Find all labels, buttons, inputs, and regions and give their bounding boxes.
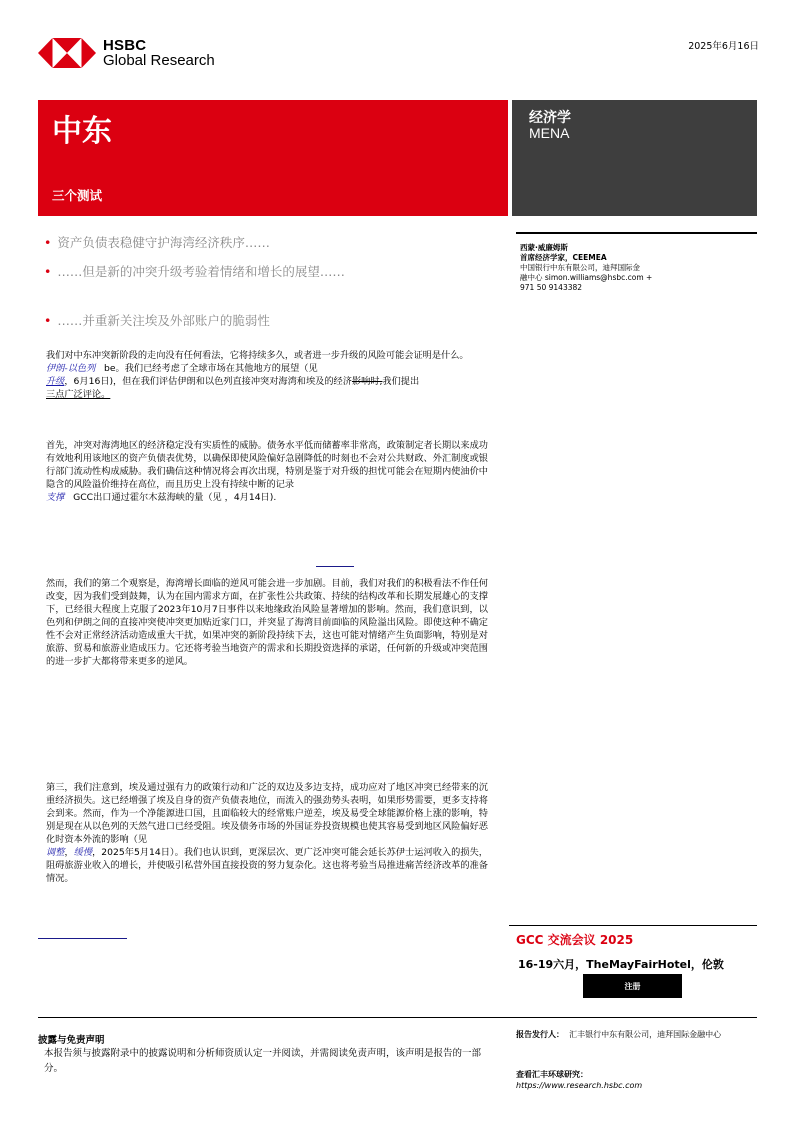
analyst-name: 西蒙·威廉姆斯 (520, 243, 568, 252)
link-iran-israel[interactable]: 伊朗-以色列 (46, 363, 96, 374)
issuer-label: 报告发行人： (516, 1030, 564, 1039)
analyst-card (520, 243, 652, 293)
analyst-org: 中国银行中东有限公司，迪拜国际金 (520, 263, 640, 272)
divider (516, 232, 757, 234)
category-label: 经济学 (529, 110, 571, 126)
divider (38, 1017, 757, 1018)
region-label: MENA (529, 125, 570, 141)
research-label: 查看汇丰环球研究： (516, 1070, 588, 1079)
brand-subtitle: Global Research (103, 52, 215, 69)
event-details: 16-19六月，TheMayFairHotel，伦敦 (518, 958, 724, 971)
summary-bullet: • ……并重新关注埃及外部账户的脆弱性 (44, 313, 270, 328)
event-title: GCC 交流会议 2025 (516, 933, 634, 947)
link-support[interactable]: 支撑 (46, 492, 65, 503)
divider (38, 938, 127, 939)
paragraph-third: 第三，我们注意到，埃及通过强有力的政策行动和广泛的双边及多边支持，成功应对了地区冲突已经带来的沉重经济损失。这已经增强了埃及自身的资产负债表地位，而流入的强劲势头表明，如果形势需要，更多支持将会到来。然而，作为一个净能源进口国，且面临较大的经常账户逆差，埃及易受全球能源价格上涨的影响，特别是现在从以色列的天然气进口已经受阻。埃及债务市场的外国证券投资规模也使其容易受到地区风险偏好恶化时资本外流的影响（见 调整，缓慢，2025年5月14日）。我们也认识到，更深层次、更广泛冲突可能会延长苏伊士运河收入的损失，阻碍旅游业收入的增长，并使吸引私营外国直接投资的努力复杂化。这也将考验当局推进痛苦经济改革的准备情况。 (46, 782, 488, 884)
paragraph-first: 首先，冲突对海湾地区的经济稳定没有实质性的威胁。债务水平低而储蓄率非常高，政策制定者长期以来成功有效地利用该地区的资产负债表优势，以确保即使风险偏好急剧降低的时刻也不会对公共财政、外汇制度或银行部门流动性构成威胁。我们确信这种情况将会再次出现，特别是鉴于对升级的担忧可能会在短期内使油价中隐含的风险溢价维持在高位，而且历史上没有持续中断的记录 支撑 GCC出口通过霍尔木兹海峡的量（见 ，4月14日). (46, 440, 488, 503)
hsbc-logo-icon (38, 38, 96, 68)
disclosure-title: 披露与免责声明 (38, 1035, 105, 1046)
link-escalation[interactable]: 升级 (46, 376, 65, 387)
disclosure-body: 本报告须与披露附录中的披露说明和分析师资质认定一并阅读，并需阅读免责声明，该声明是报告的一部分。 (44, 1048, 482, 1074)
link-adjustment[interactable]: 调整 (46, 847, 65, 858)
link-slow[interactable]: 缓慢 (73, 847, 93, 858)
page-subtitle: 三个测试 (52, 188, 103, 203)
register-button[interactable]: 注册 (583, 974, 682, 998)
summary-bullet: • ……但是新的冲突升级考验着情绪和增长的展望…… (44, 264, 345, 279)
paragraph-intro: 我们对中东冲突新阶段的走向没有任何看法，它将持续多久，或者进一步升级的风险可能会证明是什么。 伊朗-以色列 be。我们已经考虑了全球市场在其他地方的展望（见 升级，6月16日)，但在我们评估伊朗和以色列直接冲突对海湾和埃及的经济影响时,我们提出 三点广泛评论。 (46, 350, 469, 400)
issuer-info (516, 1029, 746, 1040)
brand-name: HSBC (103, 37, 147, 54)
issuer-text: 汇丰银行中东有限公司，迪拜国际金融中心 (569, 1030, 722, 1039)
report-date: 2025年6月16日 (688, 41, 759, 52)
research-link-block (516, 1069, 642, 1091)
analyst-phone: 971 50 9143382 (520, 283, 583, 292)
page-title: 中东 (52, 114, 112, 149)
paragraph-second: 然而，我们的第二个观察是，海湾增长面临的逆风可能会进一步加剧。目前，我们对我们的积极看法不作任何改变，因为我们受到鼓舞，认为在国内需求方面，在扩张性公共政策、持续的结构改革和长期发展雄心的支撑下，已经很大程度上克服了2023年10月7日事件以来地缘政治风险显著增加的影响。然而，我们意识到，以色列和伊朗之间的直接冲突使冲突更加贴近家门口，并突显了海湾目前面临的风险溢出风险。即使这种不确定性不会对正常经济活动造成重大干扰，如果冲突的新阶段持续下去，这也可能对情绪产生负面影响，特别是对旅游、贸易和旅游业造成压力。它还将考验当地资产的需求和长期投资选择的承诺，任何新的升级或冲突范围的进一步扩大都将带来更多的逆风。 (46, 578, 488, 667)
summary-bullet: • 资产负债表稳健守护海湾经济秩序…… (44, 235, 270, 250)
research-url[interactable]: https://www.research.hsbc.com (516, 1081, 643, 1090)
divider (316, 566, 354, 567)
analyst-email[interactable]: 融中心 simon.williams@hsbc.com + (520, 273, 653, 282)
analyst-title: 首席经济学家，CEEMEA (520, 253, 607, 262)
